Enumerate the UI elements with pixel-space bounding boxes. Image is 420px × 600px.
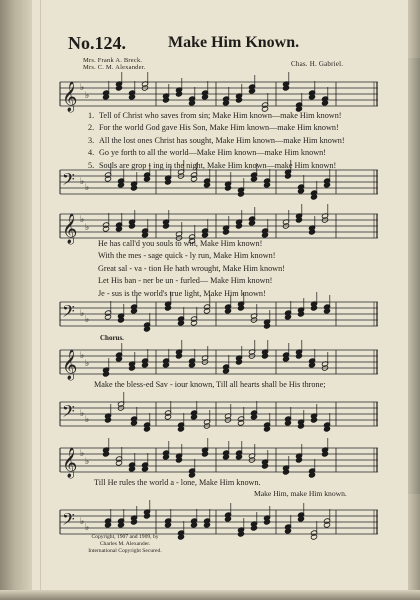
verse-line: Je - sus is the world's true light, Make Him known! xyxy=(98,288,266,298)
svg-text:𝄢: 𝄢 xyxy=(62,301,75,325)
book-gutter xyxy=(0,0,32,600)
hymn-number: No.124. xyxy=(68,33,126,53)
composer-credit: Chas. H. Gabriel. xyxy=(291,60,344,68)
verse-line: Tell of Christ who saves from sin; Make Him known—make Him known! xyxy=(99,111,342,120)
svg-text:♭: ♭ xyxy=(80,215,85,225)
bass-staff-2 xyxy=(60,298,378,330)
svg-text:♭: ♭ xyxy=(80,83,85,93)
svg-text:𝄢: 𝄢 xyxy=(62,401,75,425)
lyricist-credit-2: Mrs. C. M. Alexander. xyxy=(83,64,146,71)
verse-lines-2 xyxy=(98,238,378,300)
bass-staff-3 xyxy=(60,398,378,430)
treble-staff-1 xyxy=(60,78,378,110)
treble-staff-3 xyxy=(60,346,378,378)
verse-line: All the lost ones Christ has sought, Make Him known—make Him known! xyxy=(99,135,345,145)
svg-text:♭: ♭ xyxy=(80,309,85,319)
svg-text:♭: ♭ xyxy=(80,517,85,527)
verse-line: Let His ban - ner be un - furled— Make Him known! xyxy=(98,276,273,286)
svg-text:♭: ♭ xyxy=(85,91,90,101)
page-edge-strip xyxy=(408,58,420,494)
copyright-notice: Copyright, 1907 and 1909, by Charles M. Alexander. International Copyright Secured. xyxy=(88,534,162,554)
svg-text:♭: ♭ xyxy=(85,415,90,425)
gutter-line xyxy=(40,0,41,600)
svg-text:♭: ♭ xyxy=(85,223,90,233)
chorus-label: Chorus. xyxy=(100,334,124,342)
verse-line: He has call'd you souls to win, Make Him known! xyxy=(98,239,263,248)
svg-text:♭: ♭ xyxy=(80,177,85,187)
hymn-title: Make Him Known. xyxy=(168,34,300,51)
chorus-lyric-1: Make the bless-ed Sav - iour known, Till all hearts shall be His throne; xyxy=(94,380,326,389)
svg-text:♭: ♭ xyxy=(80,351,85,361)
verse-line: With the mes - sage quick - ly run, Make Him known! xyxy=(98,251,276,261)
verse-lines-1: 1. Tell of Christ who saves from sin; Make Him known—make Him known! 2. For the world God gave His Son, Make Him known—make Him known! 3. All the lost ones Christ has sought, Make Him known—make Him known! 4. Go ye forth to all the world—Make Him known—make Him known! 5. Souls are grop - ing in the night, Make Him known—make Him known! xyxy=(88,110,388,172)
svg-text:♭: ♭ xyxy=(85,457,90,467)
page-edge-bottom xyxy=(0,590,420,600)
lyricist-credit-1: Mrs. Frank A. Breck. xyxy=(83,57,143,64)
svg-text:♭: ♭ xyxy=(80,449,85,459)
svg-text:♭: ♭ xyxy=(85,183,90,193)
svg-text:♭: ♭ xyxy=(80,409,85,419)
chorus-echo-lyric: Make Him, make Him known. xyxy=(254,489,347,498)
verse-line: Great sal - va - tion He hath wrought, Make Him known! xyxy=(98,263,285,273)
verse-line: Souls are grop - ing in the night, Make Him known—make Him known! xyxy=(99,160,337,170)
svg-text:𝄢: 𝄢 xyxy=(62,509,75,533)
svg-text:𝄞: 𝄞 xyxy=(62,82,78,112)
svg-text:♭: ♭ xyxy=(85,359,90,369)
verse-line: Go ye forth to all the world—Make Him known—make Him known! xyxy=(99,148,326,158)
svg-text:𝄢: 𝄢 xyxy=(62,169,75,193)
verse-line: For the world God gave His Son, Make Him known—make Him known! xyxy=(99,123,339,133)
chorus-lyric-2: Till He rules the world a - lone, Make Him known. xyxy=(94,478,261,487)
svg-text:𝄞: 𝄞 xyxy=(62,448,78,478)
svg-text:𝄞: 𝄞 xyxy=(62,214,78,244)
svg-text:♭: ♭ xyxy=(85,315,90,325)
svg-text:♭: ♭ xyxy=(85,523,90,533)
treble-staff-4 xyxy=(60,444,378,476)
svg-text:𝄞: 𝄞 xyxy=(62,350,78,380)
